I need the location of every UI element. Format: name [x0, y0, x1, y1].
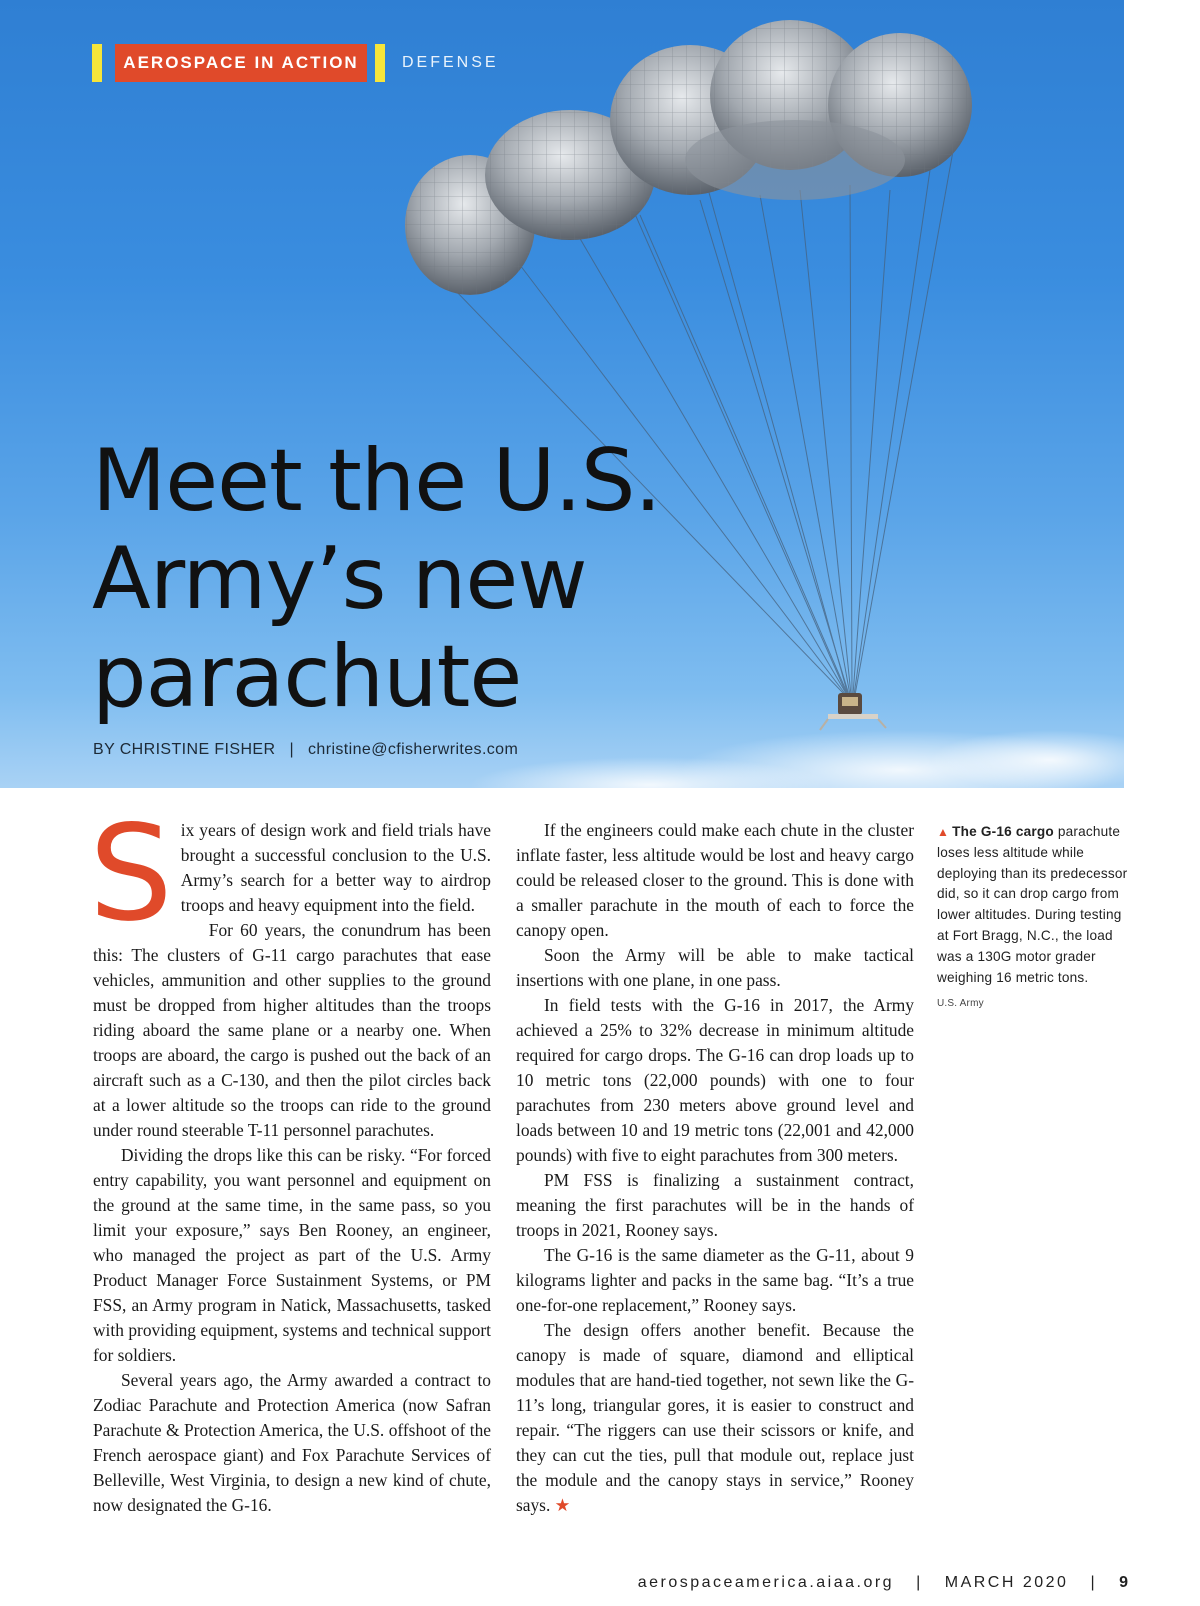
byline: [93, 741, 518, 759]
paragraph: In field tests with the G-16 in 2017, the Army achieved a 25% to 32% decrease in minimum altitude required for cargo drops. The G-16 can drop loads up to 10 metric tons (22,000 pounds) with one to four parachutes from 230 meters above ground level and loads between 10 and 19 metric tons (22,001 and 42,000 pounds) with five to eight parachutes from 300 meters.: [516, 995, 914, 1165]
footer-separator: |: [916, 1574, 923, 1591]
paragraph: Six years of design work and field trials have brought a successful conclusion to the U.S. Army’s search for a better way to airdrop troops and heavy equipment into the field.: [89, 797, 491, 951]
caption-lead: The G-16 cargo: [952, 824, 1054, 839]
section-category: DEFENSE: [402, 54, 499, 71]
article-column-2: [516, 818, 914, 1518]
paragraph: Dividing the drops like this can be risky. “For forced entry capability, you want personnel and equipment on the ground at the same time, in the same pass, so you limit your exposure,” says Ben Rooney, an engineer, who managed the project as part of the U.S. Army Product Manager Force Sustainment Systems, or PM FSS, an Army program in Natick, Massachusetts, tasked with providing equipment, systems and technical support for soldiers.: [93, 1145, 491, 1365]
byline-email[interactable]: christine@cfisherwrites.com: [308, 741, 519, 758]
paragraph: If the engineers could make each chute in the cluster inflate faster, less altitude would be lost and heavy cargo could be released closer to the ground. This is done with a smaller parachute in the mouth of each to force the canopy open.: [516, 820, 914, 940]
end-star-icon: ★: [554, 1495, 571, 1515]
footer-issue: MARCH 2020: [944, 1574, 1069, 1591]
tag-bar-right: [375, 44, 385, 82]
byline-author: BY CHRISTINE FISHER: [93, 741, 276, 758]
hero-photo: [0, 0, 1124, 788]
paragraph: PM FSS is finalizing a sustainment contract, meaning the first parachutes will be in the hands of troops in 2021, Rooney says.: [516, 1170, 914, 1240]
paragraph: Several years ago, the Army awarded a contract to Zodiac Parachute and Protection America (now Safran Parachute & Protection America, the U.S. offshoot of the French aerospace giant) and Fox Parachute Services of Belleville, West Virginia, to design a new kind of chute, now designated the G-16.: [93, 1370, 491, 1515]
footer-separator: |: [1090, 1574, 1098, 1591]
triangle-up-icon: ▲: [937, 825, 950, 839]
page-number: 9: [1119, 1574, 1128, 1591]
paragraph: Soon the Army will be able to make tactical insertions with one plane, in one pass.: [516, 945, 914, 990]
article-column-1: [89, 797, 491, 1518]
footer-site[interactable]: aerospaceamerica.aiaa.org: [637, 1574, 895, 1591]
byline-separator: |: [289, 741, 295, 758]
paragraph: The design offers another benefit. Because the canopy is made of square, diamond and elliptical modules that are hand-tied together, not sewn like the G-11’s long, triangular gores, it is easier to construct and repair. “The riggers can use their scissors or knife, and they can cut the ties, pull that module out, replace just the module and the canopy stays in service,” Rooney says. ★: [516, 1320, 914, 1515]
photo-credit: U.S. Army: [937, 998, 984, 1010]
caption-text: parachute loses less altitude while deploying than its predecessor did, so it can drop cargo from lower altitudes. During testing at Fort Bragg, N.C., the load was a 130G motor grader weighing 16 metric tons.: [937, 824, 1128, 985]
photo-caption: [937, 822, 1137, 1015]
tag-bar-left: [92, 44, 102, 82]
paragraph: The G-16 is the same diameter as the G-11, about 9 kilograms lighter and packs in the same bag. “It’s a true one-for-one replacement,” Rooney says.: [516, 1245, 914, 1315]
paragraph: For 60 years, the conundrum has been this: The clusters of G-11 cargo parachutes that ease vehicles, ammunition and other supplies to the ground must be dropped from higher altitudes than the troops riding aboard the same plane or a nearby one. When troops are aboard, the cargo is pushed out the back of an aircraft such as a C-130, and then the pilot circles back at a lower altitude so the troops can ride to the ground under round steerable T-11 personnel parachutes.: [93, 920, 491, 1140]
section-tag: AEROSPACE IN ACTION: [115, 44, 367, 82]
page-footer: [638, 1574, 1128, 1592]
drop-cap: S: [89, 797, 173, 951]
article-headline: Meet the U.S. Army’s new parachute: [92, 431, 661, 727]
